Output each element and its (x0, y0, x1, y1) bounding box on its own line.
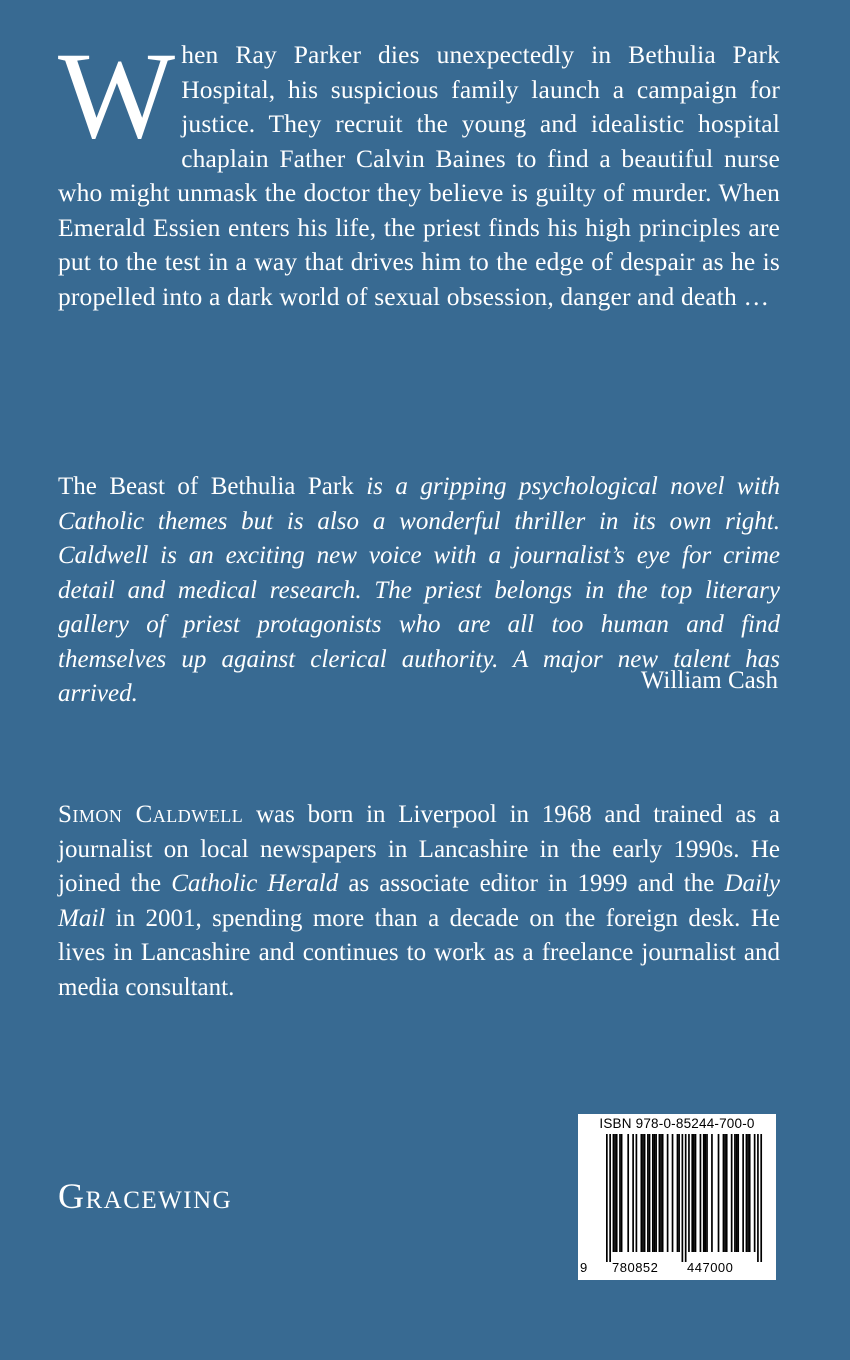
ean-first-digit: 9 (580, 1260, 588, 1275)
isbn-barcode (578, 1114, 776, 1280)
barcode-bar (613, 1134, 615, 1252)
barcode-bar (606, 1134, 608, 1262)
barcode-bar (747, 1134, 749, 1252)
barcode-bar (742, 1134, 744, 1252)
barcode-bar (667, 1134, 669, 1252)
barcode-bar (734, 1134, 736, 1252)
bio-text-1: was born in Liverpool in 1968 and trained as a journalist on local newspapers in Lancashire in the early 1990s. He joined the (58, 801, 781, 897)
review-text: is a gripping psychological novel with Catholic themes but is also a wonderful thriller in its own right. Caldwell is an exciting new voice with a journalist’s eye for crime detail and medical research. The priest belongs in the top literary gallery of priest protagonists who are all too human and find themselves up against clerical authority. A major new talent has arrived. (58, 473, 780, 707)
barcode-bar (642, 1134, 644, 1252)
barcode-bar (737, 1134, 739, 1252)
review-book-title: The Beast of Bethulia Park (58, 473, 354, 500)
barcode-bar (640, 1134, 642, 1252)
barcode-bar (754, 1134, 756, 1252)
barcode-bar (695, 1134, 697, 1252)
ean-right-group: 447000 (687, 1260, 734, 1275)
barcode-bar (616, 1134, 618, 1252)
barcode-bar (718, 1134, 720, 1252)
barcode-bar (749, 1134, 751, 1252)
bio-publication-1: Catholic Herald (171, 870, 339, 897)
barcode-bar (652, 1134, 654, 1252)
ean-left-group: 780852 (612, 1260, 659, 1275)
barcode-bar (700, 1134, 702, 1252)
barcode-bar (706, 1134, 708, 1252)
barcode-bar (705, 1134, 707, 1252)
barcode-bar (609, 1134, 611, 1262)
barcode-bar (724, 1134, 726, 1252)
barcode-bar (636, 1134, 638, 1252)
barcode-bar (691, 1134, 693, 1252)
barcode-bar (632, 1134, 634, 1252)
ean-digits (578, 1259, 776, 1277)
barcode-bar (644, 1134, 646, 1252)
barcode-bar (757, 1134, 759, 1262)
barcode-bar (662, 1134, 664, 1252)
barcode-bars (588, 1134, 766, 1262)
barcode-bar (731, 1134, 733, 1252)
author-bio (58, 798, 780, 1005)
barcode-bar (682, 1134, 684, 1262)
barcode-bar (711, 1134, 713, 1252)
barcode-bar (647, 1134, 649, 1252)
synopsis-paragraph (58, 27, 780, 314)
barcode-bar (654, 1134, 656, 1252)
drop-cap: W (58, 27, 176, 164)
barcode-bar (693, 1134, 695, 1252)
barcode-bar (736, 1134, 738, 1252)
publisher-name: Gracewing (58, 1176, 233, 1216)
barcode-bar (677, 1134, 679, 1252)
bio-text-2: as associate editor in 1999 and the (338, 870, 725, 897)
barcode-bar (703, 1134, 705, 1252)
barcode-bar (627, 1134, 629, 1252)
barcode-bar (678, 1134, 680, 1252)
barcode-bar (649, 1134, 651, 1252)
barcode-bar (659, 1134, 661, 1252)
barcode-bar (614, 1134, 616, 1252)
barcode-bar (655, 1134, 657, 1252)
barcode-bar (688, 1134, 690, 1252)
barcode-bar (685, 1134, 687, 1262)
barcode-bar (723, 1134, 725, 1252)
isbn-label: ISBN 978-0-85244-700-0 (599, 1116, 755, 1131)
author-name: Simon Caldwell (58, 801, 244, 828)
barcode-bar (672, 1134, 674, 1252)
bio-text-3: in 2001, spending more than a decade on the foreign desk. He lives in Lancashire and continues to work as a freelance journalist and media consultant. (58, 904, 780, 1001)
barcode-bar (619, 1134, 621, 1252)
barcode-bar (726, 1134, 728, 1252)
synopsis-text: hen Ray Parker dies unexpectedly in Bethulia Park Hospital, his suspicious family launch a campaign for justice. They recruit the young and idealistic hospital chaplain Father Calvin Baines to find a beautiful nurse who might unmask the doctor they believe is guilty of murder. When Emerald Essien enters his life, the priest finds his high principles are put to the test in a way that drives him to the edge of despair as he is propelled into a dark world of sexual obsession, danger and death … (58, 40, 780, 311)
barcode-bar (760, 1134, 762, 1262)
barcode-bar (660, 1134, 662, 1252)
barcode-bar (621, 1134, 623, 1252)
barcode-bar (746, 1134, 748, 1252)
reviewer-name: William Cash (640, 667, 778, 694)
bio-publication-2: Daily Mail (58, 870, 780, 932)
